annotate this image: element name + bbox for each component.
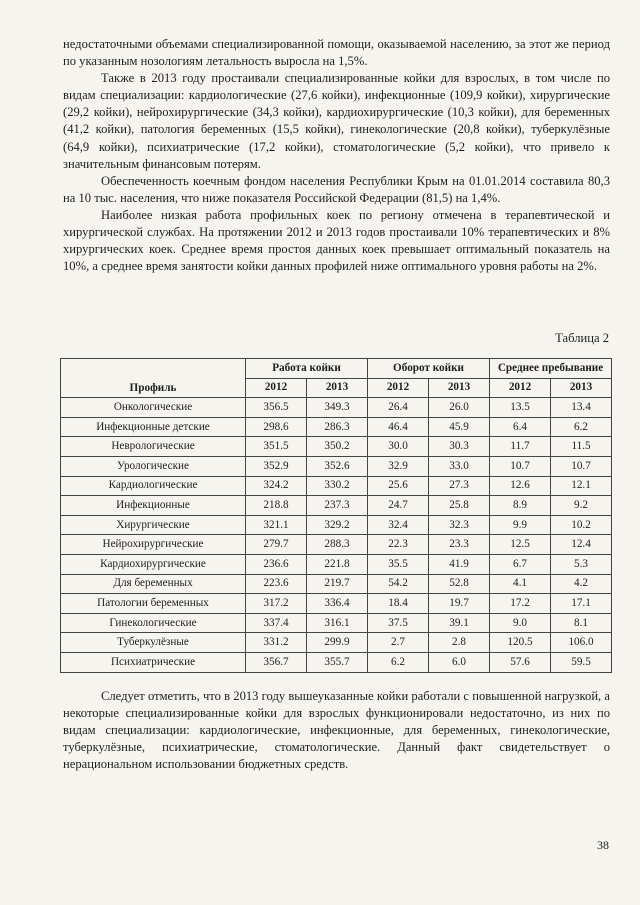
- table-cell-value: 30.3: [429, 437, 490, 457]
- header-year: 2013: [551, 378, 612, 398]
- table-row: [61, 515, 612, 535]
- header-year: 2012: [246, 378, 307, 398]
- table-cell-profile: Патологии беременных: [61, 594, 246, 614]
- table-cell-value: 317.2: [246, 594, 307, 614]
- table-row: [61, 437, 612, 457]
- table-cell-value: 10.2: [551, 515, 612, 535]
- table-cell-value: 37.5: [368, 613, 429, 633]
- table-cell-value: 30.0: [368, 437, 429, 457]
- table-cell-value: 6.2: [368, 652, 429, 672]
- table-cell-value: 298.6: [246, 417, 307, 437]
- table-cell-value: 33.0: [429, 456, 490, 476]
- table-body: [61, 398, 612, 672]
- table-cell-profile: Онкологические: [61, 398, 246, 418]
- header-year: 2012: [490, 378, 551, 398]
- table-row: [61, 594, 612, 614]
- paragraph-low-bed-work: Наиболее низкая работа профильных коек по региону отмечена в терапевтической и хирургической службах. На протяжении 2012 и 2013 годов простаивали 10% терапевтических и 8% хирургических коек. Среднее время простоя данных коек превышает оптимальный показатель на 10%, а среднее время занятости койки данных профилей ниже оптимального уровня работы на 2%.: [63, 207, 610, 274]
- table-cell-value: 6.2: [551, 417, 612, 437]
- table-cell-value: 12.6: [490, 476, 551, 496]
- table-cell-value: 236.6: [246, 554, 307, 574]
- table-cell-profile: Инфекционные: [61, 496, 246, 516]
- table-cell-value: 279.7: [246, 535, 307, 555]
- table-row: [61, 476, 612, 496]
- table-cell-value: 39.1: [429, 613, 490, 633]
- table-cell-value: 17.1: [551, 594, 612, 614]
- table-cell-value: 219.7: [307, 574, 368, 594]
- bed-statistics-table: [60, 358, 612, 673]
- table-cell-profile: Туберкулёзные: [61, 633, 246, 653]
- table-row: [61, 613, 612, 633]
- table-cell-value: 10.7: [490, 456, 551, 476]
- table-cell-value: 12.1: [551, 476, 612, 496]
- table-cell-profile: Неврологические: [61, 437, 246, 457]
- table-cell-value: 2.8: [429, 633, 490, 653]
- table-cell-value: 23.3: [429, 535, 490, 555]
- table-cell-value: 25.8: [429, 496, 490, 516]
- table-cell-profile: Хирургические: [61, 515, 246, 535]
- table-row: [61, 456, 612, 476]
- table-cell-profile: Нейрохирургические: [61, 535, 246, 555]
- header-year: 2013: [307, 378, 368, 398]
- table-cell-value: 329.2: [307, 515, 368, 535]
- table-cell-value: 32.4: [368, 515, 429, 535]
- table-cell-value: 8.1: [551, 613, 612, 633]
- header-year: 2013: [429, 378, 490, 398]
- table-cell-value: 324.2: [246, 476, 307, 496]
- table-cell-value: 8.9: [490, 496, 551, 516]
- intro-text: [63, 36, 610, 275]
- bed-statistics-table-wrapper: [60, 358, 611, 673]
- table-cell-value: 330.2: [307, 476, 368, 496]
- table-cell-value: 18.4: [368, 594, 429, 614]
- table-cell-value: 331.2: [246, 633, 307, 653]
- table-cell-value: 352.6: [307, 456, 368, 476]
- table-cell-value: 2.7: [368, 633, 429, 653]
- paragraph-continuation: недостаточными объемами специализированной помощи, оказываемой населению, за этот же период по указанным нозологиям летальность выросла на 1,5%.: [63, 37, 610, 69]
- table-cell-value: 223.6: [246, 574, 307, 594]
- table-cell-profile: Гинекологические: [61, 613, 246, 633]
- table-cell-value: 26.0: [429, 398, 490, 418]
- paragraph-bed-supply: Обеспеченность коечным фондом населения Республики Крым на 01.01.2014 составила 80,3 на 10 тыс. населения, что ниже показателя Российской Федерации (81,5) на 1,4%.: [63, 173, 610, 205]
- table-cell-value: 32.9: [368, 456, 429, 476]
- table-cell-value: 286.3: [307, 417, 368, 437]
- table-cell-value: 10.7: [551, 456, 612, 476]
- table-cell-value: 13.5: [490, 398, 551, 418]
- table-row: [61, 633, 612, 653]
- table-cell-value: 54.2: [368, 574, 429, 594]
- header-group-bed-work: Работа койки: [246, 359, 368, 379]
- table-cell-value: 13.4: [551, 398, 612, 418]
- table-cell-value: 6.7: [490, 554, 551, 574]
- outro-text: [63, 688, 610, 773]
- table-cell-value: 356.5: [246, 398, 307, 418]
- table-row: [61, 398, 612, 418]
- table-cell-value: 351.5: [246, 437, 307, 457]
- table-cell-value: 52.8: [429, 574, 490, 594]
- table-cell-value: 221.8: [307, 554, 368, 574]
- table-cell-value: 316.1: [307, 613, 368, 633]
- page-number: 38: [597, 838, 609, 852]
- table-header-row-groups: [61, 359, 612, 379]
- header-group-bed-turnover: Оборот койки: [368, 359, 490, 379]
- table-cell-value: 59.5: [551, 652, 612, 672]
- table-cell-value: 11.7: [490, 437, 551, 457]
- table-row: [61, 496, 612, 516]
- table-cell-value: 6.4: [490, 417, 551, 437]
- table-cell-profile: Кардиологические: [61, 476, 246, 496]
- table-cell-value: 349.3: [307, 398, 368, 418]
- table-cell-value: 12.5: [490, 535, 551, 555]
- table-cell-value: 35.5: [368, 554, 429, 574]
- table-cell-value: 237.3: [307, 496, 368, 516]
- table-cell-value: 17.2: [490, 594, 551, 614]
- table-row: [61, 652, 612, 672]
- table-cell-value: 22.3: [368, 535, 429, 555]
- table-cell-value: 41.9: [429, 554, 490, 574]
- table-cell-value: 57.6: [490, 652, 551, 672]
- table-cell-profile: Для беременных: [61, 574, 246, 594]
- table-cell-value: 9.9: [490, 515, 551, 535]
- table-cell-value: 336.4: [307, 594, 368, 614]
- header-year: 2012: [368, 378, 429, 398]
- table-cell-value: 25.6: [368, 476, 429, 496]
- table-cell-value: 218.8: [246, 496, 307, 516]
- table-cell-value: 26.4: [368, 398, 429, 418]
- table-cell-profile: Кардиохирургические: [61, 554, 246, 574]
- table-cell-value: 32.3: [429, 515, 490, 535]
- table-row: [61, 574, 612, 594]
- table-cell-value: 6.0: [429, 652, 490, 672]
- paragraph-conclusion: Следует отметить, что в 2013 году вышеуказанные койки работали с повышенной нагрузкой, а некоторые специализированные койки для взрослых функционировали недостаточно, из них по видам специализации: кардиологические, инфекционные, для беременных, гинекологические, туберкулёзные, психиатрические, стоматологические. Данный факт свидетельствует о нерациональном использовании бюджетных средств.: [63, 689, 610, 772]
- table-cell-value: 337.4: [246, 613, 307, 633]
- table-cell-profile: Психиатрические: [61, 652, 246, 672]
- table-cell-value: 19.7: [429, 594, 490, 614]
- table-cell-value: 46.4: [368, 417, 429, 437]
- table-cell-value: 24.7: [368, 496, 429, 516]
- table-cell-value: 350.2: [307, 437, 368, 457]
- table-cell-value: 9.2: [551, 496, 612, 516]
- table-cell-profile: Урологические: [61, 456, 246, 476]
- table-cell-value: 352.9: [246, 456, 307, 476]
- table-cell-value: 288.3: [307, 535, 368, 555]
- table-cell-value: 5.3: [551, 554, 612, 574]
- table-cell-value: 4.2: [551, 574, 612, 594]
- table-cell-value: 299.9: [307, 633, 368, 653]
- table-cell-value: 120.5: [490, 633, 551, 653]
- table-row: [61, 417, 612, 437]
- header-group-average-stay: Среднее пребывание: [490, 359, 612, 379]
- table-cell-profile: Инфекционные детские: [61, 417, 246, 437]
- table-cell-value: 106.0: [551, 633, 612, 653]
- table-caption: Таблица 2: [555, 331, 609, 345]
- table-cell-value: 355.7: [307, 652, 368, 672]
- table-cell-value: 9.0: [490, 613, 551, 633]
- header-profile: Профиль: [61, 359, 246, 398]
- table-cell-value: 45.9: [429, 417, 490, 437]
- table-row: [61, 535, 612, 555]
- table-cell-value: 12.4: [551, 535, 612, 555]
- paragraph-idle-beds: Также в 2013 году простаивали специализированные койки для взрослых, в том числе по видам специализации: кардиологические (27,6 койки), инфекционные (109,9 койки), хирургические (29,2 койки), нейрохирургические (34,3 койки), кардиохирургические (10,3 койки), для беременных (41,2 койки), патология беременных (15,5 койки), гинекологические (20,8 койки), туберкулёзные (64,9 койки), психиатрические (17,2 койки), стоматологические (5,2 койки), что привело к значительным финансовым потерям.: [63, 71, 610, 171]
- table-cell-value: 27.3: [429, 476, 490, 496]
- table-cell-value: 356.7: [246, 652, 307, 672]
- table-cell-value: 321.1: [246, 515, 307, 535]
- table-row: [61, 554, 612, 574]
- table-cell-value: 11.5: [551, 437, 612, 457]
- table-cell-value: 4.1: [490, 574, 551, 594]
